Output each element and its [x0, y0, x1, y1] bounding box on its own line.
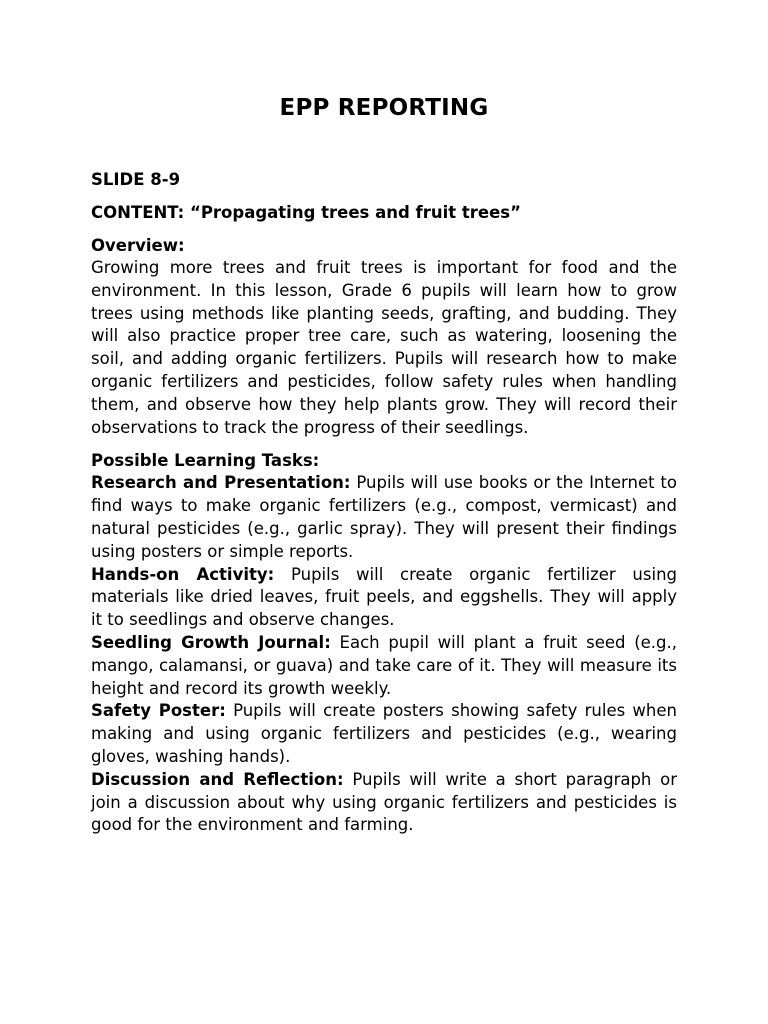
task-description: Each pupil will plant a fruit seed (e.g., mango, calamansi, or guava) and take care of it. They will measure its height and record its growth weekly. [91, 632, 677, 698]
task-description: Pupils will write a short paragraph or join a discussion about why using organic fertilizers and pesticides is good for the environment and farming. [91, 769, 678, 835]
learning-tasks-heading: Possible Learning Tasks: [91, 451, 320, 471]
document-title: EPP REPORTING [279, 95, 489, 121]
content-title: CONTENT: “Propagating trees and fruit trees” [91, 203, 521, 222]
task-name: Seedling Growth Journal: [91, 632, 331, 652]
task-description: Pupils will create posters showing safety rules when making and using organic fertilizers and pesticides (e.g., wearing gloves, washing hands). [91, 701, 677, 766]
overview-paragraph: Growing more trees and fruit trees is important for food and the environment. In this lesson, Grade 6 pupils will learn how to grow trees using methods like planting seeds, grafting, and budding. They will also practice proper tree care, such as watering, loosening the soil, and adding organic fertilizers. Pupils will research how to make organic fertilizers and pesticides, follow safety rules when handling them, and observe how they help plants grow. They will record their observations to track the progress of their seedlings. [91, 258, 677, 437]
task-hands-on-activity [91, 564, 677, 632]
task-description: Pupils will create organic fertilizer using materials like dried leaves, fruit peels, and eggshells. They will apply it to seedlings and observe changes. [91, 564, 678, 630]
overview-heading: Overview: [91, 236, 185, 255]
task-research-presentation [91, 472, 677, 563]
task-discussion-reflection [91, 769, 677, 837]
task-seedling-growth-journal [91, 632, 677, 700]
task-description: Pupils will use books or the Internet to find ways to make organic fertilizers (e.g., compost, vermicast) and natural pesticides (e.g., garlic spray). They will present their findings using posters or simple reports. [91, 473, 677, 561]
slide-number: SLIDE 8-9 [91, 170, 181, 189]
task-name: Safety Poster: [91, 701, 226, 721]
task-name: Discussion and Reflection: [91, 769, 344, 789]
task-name: Research and Presentation: [91, 473, 351, 493]
task-name: Hands-on Activity: [91, 564, 275, 584]
task-safety-poster [91, 700, 677, 768]
